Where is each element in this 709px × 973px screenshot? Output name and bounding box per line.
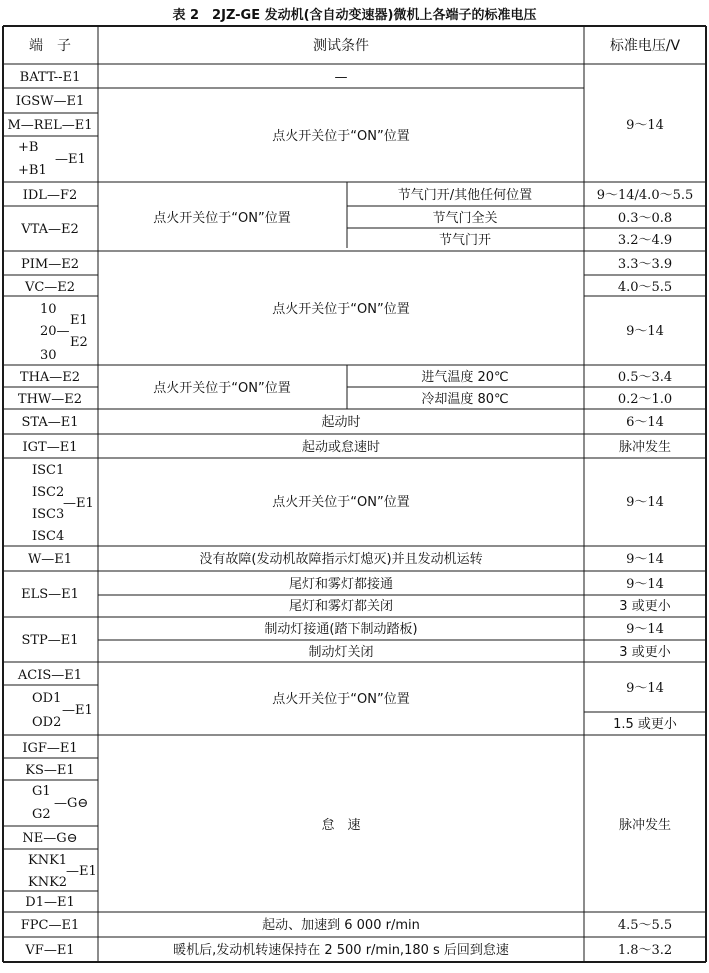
voltage-tha: 0.5～3.4: [617, 370, 673, 385]
voltage-9-14-d: 9～14: [626, 552, 664, 567]
terminal-30: 30: [40, 348, 57, 363]
voltage-vc: 4.0～5.5: [617, 280, 673, 295]
voltage-3-less-a: 3 或更小: [619, 599, 671, 614]
voltage-pim: 3.3～3.9: [617, 257, 673, 272]
terminal-isc4: ISC4: [32, 529, 65, 544]
condition-tail-fog-off: 尾灯和雾灯都关闭: [288, 599, 394, 614]
terminal-tha: THA—E2: [19, 370, 81, 385]
header-voltage: 标准电压/V: [609, 38, 681, 54]
terminal-b-e1: —E1: [55, 152, 86, 167]
condition-ignition-on-3: 点火开关位于“ON”位置: [272, 302, 410, 317]
condition-throttle-closed: 节气门全关: [432, 211, 498, 226]
terminal-knk1: KNK1: [28, 853, 68, 868]
terminal-igsw: IGSW—E1: [15, 94, 85, 109]
terminal-isc2: ISC2: [32, 485, 65, 500]
condition-ignition-on-1: 点火开关位于“ON”位置: [272, 129, 410, 144]
condition-throttle-open-any: 节气门开/其他任何位置: [397, 188, 533, 203]
terminal-ne: NE—G⊖: [22, 831, 78, 846]
header-condition: 测试条件: [313, 38, 369, 54]
condition-throttle-open: 节气门开: [438, 233, 492, 248]
condition-ignition-on-5: 点火开关位于“ON”位置: [272, 495, 410, 510]
table-caption: 表 2 2JZ-GE 发动机(含自动变速器)微机上各端子的标准电压: [172, 8, 537, 23]
voltage-vf: 1.8～3.2: [617, 943, 673, 958]
terminal-igt: IGT—E1: [22, 440, 78, 455]
terminal-pim: PIM—E2: [21, 257, 79, 272]
terminal-vc: VC—E2: [24, 280, 76, 295]
terminal-stp: STP—E1: [21, 633, 79, 648]
voltage-fpc: 4.5～5.5: [617, 918, 673, 933]
terminal-acis: ACIS—E1: [17, 668, 83, 683]
terminal-10: 10: [40, 302, 57, 317]
terminal-vf: VF—E1: [25, 943, 75, 958]
condition-dash: —: [334, 70, 348, 85]
header-terminal: 端 子: [29, 38, 71, 54]
condition-vf: 暖机后,发动机转速保持在 2 500 r/min,180 s 后回到怠速: [173, 943, 509, 958]
terminal-isc-e1: —E1: [63, 496, 94, 511]
terminal-isc3: ISC3: [32, 507, 65, 522]
terminal-idl: IDL—F2: [22, 188, 78, 203]
terminal-b-plus: +B: [18, 140, 39, 155]
voltage-vta-closed: 0.3～0.8: [617, 211, 673, 226]
condition-fpc: 起动、加速到 6 000 r/min: [262, 918, 420, 933]
terminal-thw: THW—E2: [17, 392, 83, 407]
voltage-vta-open: 3.2～4.9: [617, 233, 673, 248]
terminal-b1-plus: +B1: [18, 163, 47, 178]
terminal-igf: IGF—E1: [22, 741, 78, 756]
terminal-od2: OD2: [32, 715, 62, 730]
voltage-9-14-b: 9～14: [626, 324, 664, 339]
terminal-g2: G2: [32, 807, 51, 822]
condition-idle: 怠 速: [321, 818, 361, 833]
condition-cranking: 起动时: [321, 415, 361, 430]
voltage-pulse-b: 脉冲发生: [618, 818, 672, 833]
voltage-pulse-a: 脉冲发生: [618, 440, 672, 455]
terminal-20: 20—: [40, 324, 70, 339]
condition-intake-temp: 进气温度 20℃: [421, 370, 509, 385]
condition-no-fault: 没有故障(发动机故障指示灯熄灭)并且发动机运转: [199, 552, 483, 567]
condition-tail-fog-on: 尾灯和雾灯都接通: [288, 577, 394, 592]
terminal-knk-e1: —E1: [66, 864, 97, 879]
terminal-od-e1: —E1: [62, 703, 93, 718]
terminal-e1-label: E1: [70, 313, 88, 328]
terminal-isc1: ISC1: [32, 463, 65, 478]
condition-ignition-on-4: 点火开关位于“ON”位置: [153, 381, 291, 396]
terminal-fpc: FPC—E1: [20, 918, 80, 933]
condition-ignition-on-6: 点火开关位于“ON”位置: [272, 692, 410, 707]
voltage-thw: 0.2～1.0: [617, 392, 673, 407]
condition-ignition-on-2: 点火开关位于“ON”位置: [153, 211, 291, 226]
terminal-ks: KS—E1: [25, 763, 75, 778]
terminal-batt: BATT--E1: [19, 70, 81, 85]
voltage-idl: 9～14/4.0～5.5: [596, 188, 694, 203]
terminal-sta: STA—E1: [21, 415, 79, 430]
terminal-d1: D1—E1: [25, 895, 75, 910]
terminal-vta: VTA—E2: [21, 222, 79, 237]
condition-coolant-temp: 冷却温度 80℃: [421, 392, 509, 407]
voltage-9-14-g: 9～14: [626, 681, 664, 696]
terminal-od1: OD1: [32, 691, 62, 706]
voltage-9-14-c: 9～14: [626, 495, 664, 510]
terminal-g-ground: —G⊖: [54, 796, 89, 811]
voltage-sta: 6～14: [626, 415, 664, 430]
condition-brake-off: 制动灯关闭: [308, 645, 374, 660]
voltage-9-14-e: 9～14: [626, 577, 664, 592]
voltage-15-less: 1.5 或更小: [613, 717, 677, 732]
voltage-9-14-a: 9～14: [626, 118, 664, 133]
terminal-els: ELS—E1: [21, 587, 79, 602]
terminal-g1: G1: [32, 784, 51, 799]
terminal-e2-label: E2: [70, 335, 88, 350]
terminal-mrel: M—REL—E1: [7, 118, 93, 133]
condition-cranking-or-idle: 起动或怠速时: [301, 440, 381, 455]
condition-brake-on: 制动灯接通(踏下制动踏板): [264, 622, 418, 637]
terminal-knk2: KNK2: [28, 875, 68, 890]
terminal-w: W—E1: [27, 552, 73, 567]
voltage-3-less-b: 3 或更小: [619, 645, 671, 660]
voltage-9-14-f: 9～14: [626, 622, 664, 637]
